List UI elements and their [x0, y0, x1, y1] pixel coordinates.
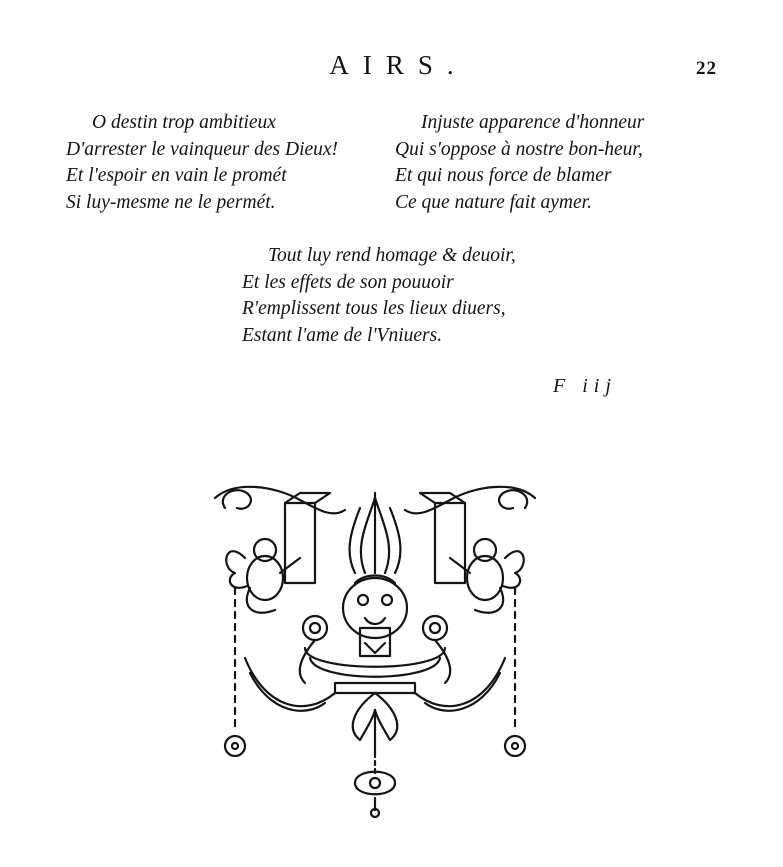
- verse-line: R'emplissent tous les lieux diuers,: [242, 298, 506, 319]
- verse-line: Et qui nous force de blamer: [395, 165, 612, 186]
- stanza-left: [66, 110, 338, 216]
- verse-line: Estant l'ame de l'Vniuers.: [242, 324, 443, 346]
- verse-line: Ce que nature fait aymer.: [395, 191, 592, 213]
- running-title: AIRS.: [329, 50, 468, 80]
- verse-line: O destin trop ambitieux: [92, 112, 276, 133]
- verse-line: Injuste apparence d'honneur: [421, 112, 645, 133]
- page-number: 22: [696, 58, 717, 79]
- verse-line: Qui s'oppose à nostre bon-heur,: [395, 138, 643, 160]
- verse-line: Si luy-mesme ne le permét.: [66, 191, 276, 213]
- verse-line: Et les effets de son pouuoir: [242, 271, 454, 293]
- verse-line: Et l'espoir en vain le promét: [66, 165, 287, 186]
- stanza-center: [242, 243, 516, 349]
- verse-line: Tout luy rend homage & deuoir,: [268, 245, 516, 266]
- stanza-right: [395, 110, 644, 216]
- verse-line: D'arrester le vainqueur des Dieux!: [66, 138, 339, 160]
- woodcut-ornament-icon: [205, 478, 545, 818]
- signature-mark: F iij: [553, 375, 617, 397]
